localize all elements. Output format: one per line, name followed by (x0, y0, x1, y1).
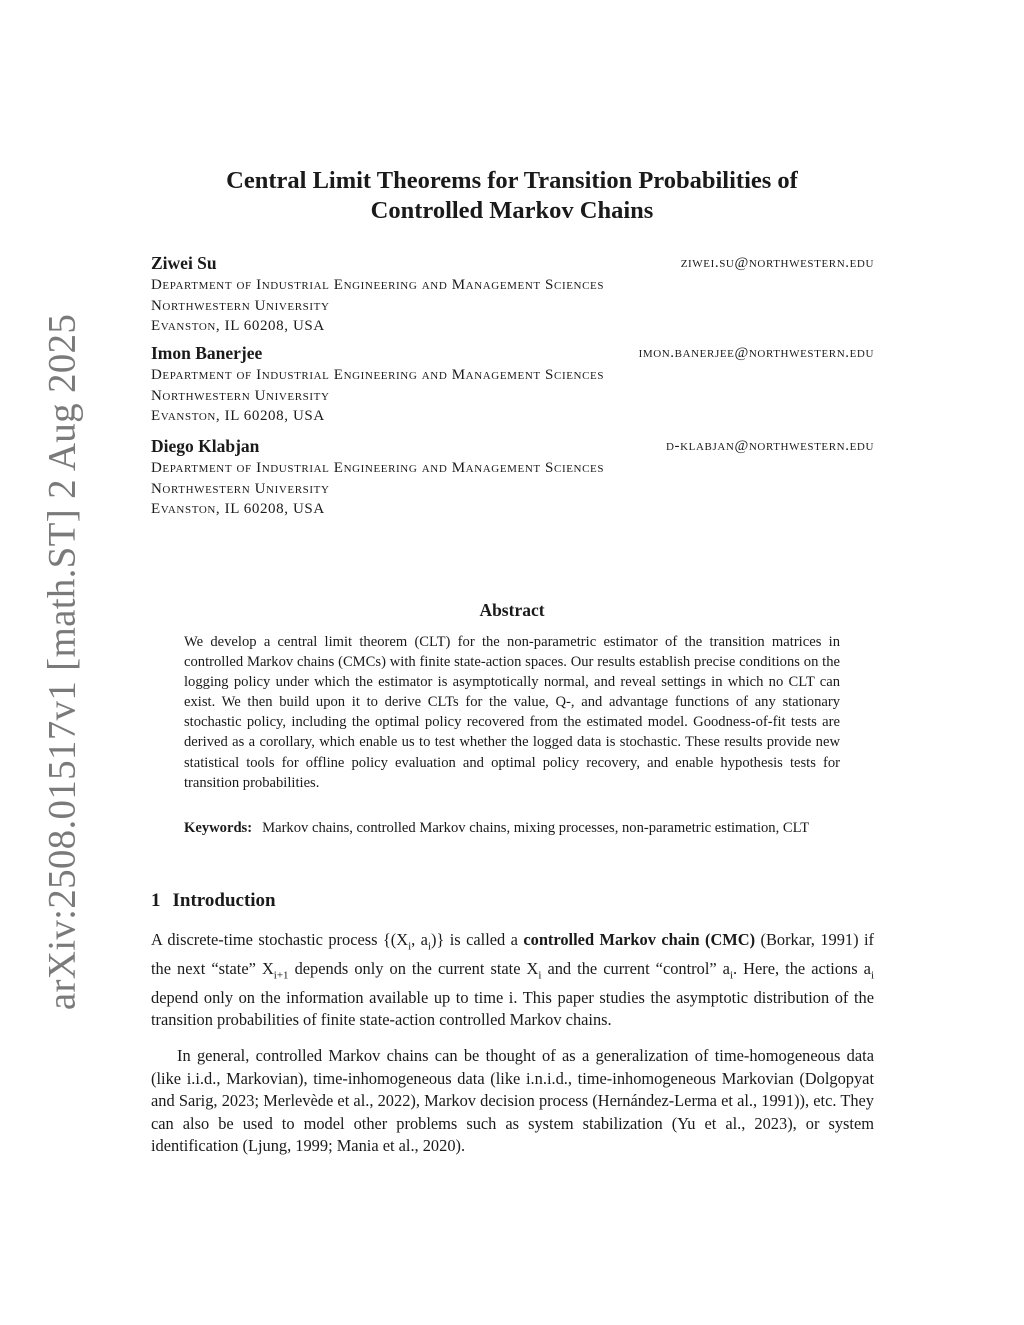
paper-title (150, 166, 874, 226)
cmc-term: controlled Markov chain (CMC) (523, 930, 756, 949)
author-name: Ziwei Su (151, 253, 217, 273)
author-university: Northwestern University (151, 387, 330, 404)
abstract-text: We develop a central limit theorem (CLT) for the non-parametric estimator of the transition matrices in controlled Markov chains (CMCs) with finite state-action spaces. Our results establish precise conditions on the logging policy under which the estimator is asymptotically normal, and reveal settings in which no CLT can exist. We then build upon it to derive CLTs for the value, Q-, and advantage functions of any stationary stochastic policy, including the optimal policy recovered from the estimated model. Goodness-of-fit tests are derived as a corollary, which enable us to test whether the logged data is stochastic. These results provide new statistical tools for offline policy evaluation and optimal policy recovery, and enable hypothesis tests for transition probabilities. (184, 634, 840, 791)
author-city: Evanston, IL 60208, USA (151, 501, 325, 517)
author-name: Diego Klabjan (151, 436, 260, 456)
author-block (151, 343, 874, 427)
author-email[interactable]: d-klabjan@northwestern.edu (666, 438, 874, 454)
author-department: Department of Industrial Engineering and Management Sciences (151, 277, 605, 293)
abstract-heading: Abstract (479, 600, 545, 620)
arxiv-identifier-stamp: arXiv:2508.01517v1 [math.ST] 2 Aug 2025 (40, 313, 84, 1011)
intro-paragraph-2: In general, controlled Markov chains can be thought of as a generalization of time-homogeneous data (like i.i.d., Markovian), time-inhomogeneous data (like i.n.i.d., time-inhomogeneous Markovian (Dolgopyat and Sarig, 2023; Merlevède et al., 2022), Markov decision process (Hernández-Lerma et al., 1991)), etc. They can also be used to model other problems such as system stabilization (Yu et al., 2023), or system identification (Ljung, 1999; Mania et al., 2020). (151, 1046, 874, 1156)
author-university: Northwestern University (151, 480, 330, 497)
author-email[interactable]: ziwei.su@northwestern.edu (680, 255, 874, 271)
author-city: Evanston, IL 60208, USA (151, 408, 325, 424)
section-heading (151, 890, 276, 912)
keywords (184, 818, 840, 838)
title-line-1: Central Limit Theorems for Transition Probabilities of (226, 167, 798, 194)
author-department: Department of Industrial Engineering and Management Sciences (151, 460, 605, 476)
title-line-2: Controlled Markov Chains (370, 197, 654, 224)
author-email[interactable]: imon.banerjee@northwestern.edu (638, 345, 874, 361)
author-city: Evanston, IL 60208, USA (151, 318, 325, 334)
keywords-label: Keywords: (184, 820, 253, 836)
keywords-text: Markov chains, controlled Markov chains, mixing processes, non-parametric estimation, CLT (262, 820, 810, 836)
author-university: Northwestern University (151, 297, 330, 314)
section-title: Introduction (172, 890, 276, 911)
author-name: Imon Banerjee (151, 343, 263, 363)
section-number: 1 (151, 890, 161, 911)
author-department: Department of Industrial Engineering and Management Sciences (151, 367, 605, 383)
author-block (151, 436, 874, 520)
intro-paragraph-1: A discrete-time stochastic process {($X_i$, $a_i$)} is called a controlled Markov chain (CMC) (Borkar, 1991) if the next “state” $X_{i+1}$ depends only on the current state $X_i$ and the current “control” $a_i$. Here, the actions $a_i$ depend only on the information available up to time i. This paper studies the asymptotic distribution of the transition probabilities of finite state-action controlled Markov chains. (151, 930, 875, 1030)
author-block (151, 253, 874, 337)
